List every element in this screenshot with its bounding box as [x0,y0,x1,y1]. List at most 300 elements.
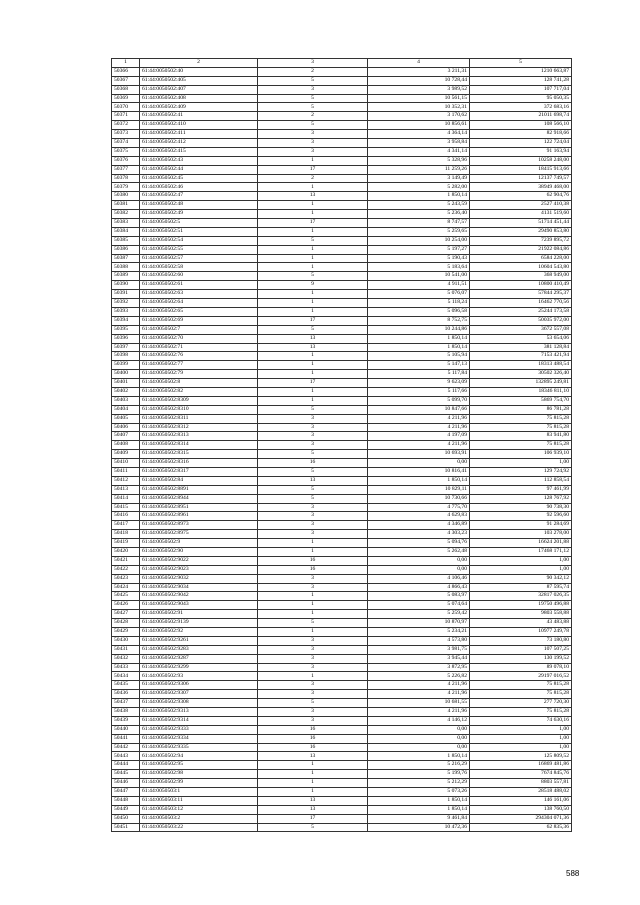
table-cell-col5: 82 918,66 [470,130,572,139]
table-cell-col4: 10 870,97 [368,619,470,628]
table-cell-col4: 5 094,76 [368,539,470,548]
table-cell-col5: 95 050,35 [470,94,572,103]
table-row [112,476,572,485]
table-cell-col4: 9 461,84 [368,814,470,823]
table-cell-col2: 61:44:0050502:9 [140,539,258,548]
table-cell-col5: 125 809,52 [470,752,572,761]
table-cell-col2: 61:44:0050502:8311 [140,414,258,423]
table-cell-col1: 50377 [112,165,140,174]
table-cell-col3: 13 [258,805,368,814]
table-cell-col4: 1 850,14 [368,476,470,485]
table-cell-col5: 91 163,94 [470,147,572,156]
table-cell-col4: 4 303,23 [368,530,470,539]
table-cell-col3: 5 [258,494,368,503]
table-cell-col1: 50425 [112,592,140,601]
table-cell-col5: 1,00 [470,459,572,468]
table-cell-col3: 5 [258,103,368,112]
table-row [112,450,572,459]
table-cell-col5: 7674 845,76 [470,770,572,779]
table-cell-col1: 50369 [112,94,140,103]
table-cell-col4: 5 262,48 [368,547,470,556]
table-cell-col5: 73 180,80 [470,636,572,645]
table-row [112,245,572,254]
table-row [112,743,572,752]
table-cell-col3: 16 [258,556,368,565]
table-cell-col5: 29490 853,80 [470,227,572,236]
table-cell-col1: 50436 [112,690,140,699]
table-cell-col4: 4 197,09 [368,432,470,441]
table-cell-col5: 1,00 [470,725,572,734]
table-cell-col1: 50417 [112,521,140,530]
table-cell-col4: 5 117,84 [368,370,470,379]
table-cell-col5: 368 949,00 [470,272,572,281]
table-cell-col5: 74 630,16 [470,716,572,725]
table-cell-col5: 75 815,28 [470,423,572,432]
table-cell-col1: 50399 [112,361,140,370]
table-cell-col4: 5 083,97 [368,592,470,601]
table-cell-col4: 5 118,24 [368,299,470,308]
page-number: 588 [566,869,580,878]
table-cell-col3: 2 [258,112,368,121]
table-cell-col5: 92 596,60 [470,512,572,521]
table-row [112,761,572,770]
table-cell-col1: 50398 [112,352,140,361]
table-header [112,59,572,68]
table-row [112,343,572,352]
table-cell-col3: 3 [258,503,368,512]
table-cell-col1: 50449 [112,805,140,814]
table-cell-col1: 50390 [112,281,140,290]
table-cell-col1: 50413 [112,485,140,494]
table-cell-col1: 50403 [112,396,140,405]
table-row [112,539,572,548]
table-cell-col1: 50388 [112,263,140,272]
table-cell-col1: 50438 [112,708,140,717]
table-cell-col2: 61:44:0050502:41 [140,112,258,121]
table-cell-col4: 5 328,96 [368,156,470,165]
table-row [112,779,572,788]
table-cell-col3: 5 [258,450,368,459]
table-cell-col2: 61:44:0050503:2 [140,814,258,823]
table-cell-col5: 138 760,50 [470,805,572,814]
table-cell-col3: 16 [258,459,368,468]
table-row [112,227,572,236]
table-cell-col5: 3672 557,08 [470,325,572,334]
table-cell-col1: 50386 [112,245,140,254]
table-row [112,147,572,156]
table-cell-col1: 50411 [112,467,140,476]
table-cell-col4: 8 747,57 [368,219,470,228]
table-cell-col5: 122 724,04 [470,139,572,148]
table-cell-col1: 50405 [112,414,140,423]
table-row [112,130,572,139]
table-cell-col5: 16869 481,86 [470,761,572,770]
table-cell-col2: 61:44:0050502:45 [140,174,258,183]
table-cell-col1: 50435 [112,681,140,690]
table-cell-col2: 61:44:0050502:8316 [140,459,258,468]
table-cell-col2: 61:44:0050503:1 [140,788,258,797]
table-row [112,414,572,423]
table-cell-col1: 50429 [112,628,140,637]
table-row [112,459,572,468]
table-row [112,76,572,85]
table-cell-col2: 61:44:0050502:92 [140,628,258,637]
table-row [112,103,572,112]
table-cell-col4: 10 693,91 [368,450,470,459]
table-cell-col3: 1 [258,227,368,236]
table-cell-col2: 61:44:0050502:9139 [140,619,258,628]
table-cell-col2: 61:44:0050503:11 [140,796,258,805]
column-header-4: 4 [368,59,470,68]
table-cell-col4: 5 212,29 [368,779,470,788]
table-cell-col2: 61:44:0050502:49 [140,210,258,219]
table-cell-col2: 61:44:0050502:412 [140,139,258,148]
table-cell-col3: 3 [258,139,368,148]
table-row [112,512,572,521]
table-cell-col2: 61:44:0050502:9334 [140,734,258,743]
table-cell-col5: 90 342,12 [470,574,572,583]
table-cell-col4: 0,00 [368,556,470,565]
table-cell-col5: 25244 173,58 [470,307,572,316]
table-cell-col2: 61:44:0050502:407 [140,85,258,94]
table-cell-col5: 51714 451,44 [470,219,572,228]
table-cell-col3: 16 [258,743,368,752]
table-cell-col2: 61:44:0050502:8313 [140,432,258,441]
table-cell-col5: 75 815,28 [470,690,572,699]
table-cell-col1: 50420 [112,547,140,556]
table-row [112,565,572,574]
table-cell-col4: 5 147,13 [368,361,470,370]
table-cell-col3: 3 [258,521,368,530]
column-header-2: 2 [140,59,258,68]
table-cell-col4: 4 211,96 [368,690,470,699]
table-cell-col4: 5 243,59 [368,201,470,210]
table-cell-col1: 50379 [112,183,140,192]
table-cell-col4: 0,00 [368,459,470,468]
table-row [112,530,572,539]
table-cell-col5: 108 566,10 [470,121,572,130]
table-cell-col5: 5869 754,70 [470,396,572,405]
table-row [112,361,572,370]
table-row [112,165,572,174]
table-cell-col1: 50423 [112,574,140,583]
table-row [112,503,572,512]
table-row [112,387,572,396]
table-cell-col4: 5 099,70 [368,396,470,405]
table-row [112,574,572,583]
table-row [112,788,572,797]
table-cell-col5: 86 781,28 [470,405,572,414]
table-cell-col1: 50433 [112,663,140,672]
table-cell-col5: 75 815,28 [470,681,572,690]
table-cell-col1: 50373 [112,130,140,139]
table-cell-col4: 5 190,43 [368,254,470,263]
table-cell-col3: 16 [258,734,368,743]
table-cell-col4: 4 211,96 [368,423,470,432]
table-cell-col4: 3 989,52 [368,85,470,94]
table-cell-col5: 1,00 [470,565,572,574]
table-cell-col5: 107 717,04 [470,85,572,94]
table-cell-col2: 61:44:0050502:71 [140,343,258,352]
table-cell-col5: 19750 496,88 [470,601,572,610]
table-cell-col2: 61:44:0050502:65 [140,307,258,316]
table-cell-col2: 61:44:0050502:9032 [140,574,258,583]
table-cell-col1: 50422 [112,565,140,574]
table-cell-col4: 4 211,96 [368,681,470,690]
table-row [112,583,572,592]
table-cell-col1: 50391 [112,290,140,299]
table-cell-col4: 0,00 [368,734,470,743]
table-cell-col2: 61:44:0050502:61 [140,281,258,290]
table-cell-col4: 5 226,82 [368,672,470,681]
table-cell-col5: 16624 201,88 [470,539,572,548]
table-cell-col4: 5 234,21 [368,628,470,637]
table-cell-col4: 10 352,31 [368,103,470,112]
table-cell-col4: 4 211,96 [368,441,470,450]
table-row [112,192,572,201]
table-body [112,67,572,832]
table-cell-col5: 18415 913,66 [470,165,572,174]
table-cell-col1: 50414 [112,494,140,503]
table-row [112,663,572,672]
table-cell-col3: 16 [258,565,368,574]
table-row [112,770,572,779]
table-cell-col1: 50447 [112,788,140,797]
table-cell-col1: 50418 [112,530,140,539]
table-row [112,814,572,823]
table-cell-col4: 4 629,83 [368,512,470,521]
table-cell-col2: 61:44:0050502:9333 [140,725,258,734]
table-row [112,370,572,379]
table-cell-col2: 61:44:0050502:8951 [140,503,258,512]
table-cell-col4: 5 073,26 [368,788,470,797]
table-cell-col5: 21922 084,86 [470,245,572,254]
table-cell-col3: 3 [258,423,368,432]
table-row [112,396,572,405]
table-row [112,494,572,503]
table-cell-col3: 3 [258,681,368,690]
table-row [112,201,572,210]
table-row [112,281,572,290]
table-cell-col1: 50444 [112,761,140,770]
table-cell-col4: 0,00 [368,725,470,734]
table-cell-col4: 1 850,14 [368,752,470,761]
table-cell-col2: 61:44:0050502:8973 [140,521,258,530]
table-cell-col5: 129 724,92 [470,467,572,476]
table-row [112,423,572,432]
table-cell-col5: 43 483,88 [470,619,572,628]
table-cell-col4: 5 183,64 [368,263,470,272]
table-cell-col4: 4 573,80 [368,636,470,645]
table-cell-col3: 5 [258,405,368,414]
table-cell-col1: 50396 [112,334,140,343]
table-row [112,734,572,743]
table-row [112,592,572,601]
table-cell-col1: 50387 [112,254,140,263]
table-cell-col3: 3 [258,432,368,441]
table-cell-col3: 3 [258,574,368,583]
table-cell-col1: 50446 [112,779,140,788]
table-cell-col5: 128 741,28 [470,76,572,85]
table-cell-col2: 61:44:0050502:58 [140,263,258,272]
table-cell-col1: 50412 [112,476,140,485]
table-cell-col5: 62 904,76 [470,192,572,201]
table-cell-col3: 13 [258,343,368,352]
table-cell-col1: 50415 [112,503,140,512]
table-cell-col3: 3 [258,147,368,156]
table-cell-col5: 294304 071,36 [470,814,572,823]
table-cell-col2: 61:44:0050502:9299 [140,663,258,672]
table-cell-col5: 8803 557,81 [470,779,572,788]
table-row [112,628,572,637]
table-cell-col1: 50408 [112,441,140,450]
table-cell-col3: 13 [258,192,368,201]
table-cell-col3: 5 [258,699,368,708]
table-cell-col4: 5 236,40 [368,210,470,219]
table-cell-col5: 89 078,10 [470,663,572,672]
table-cell-col2: 61:44:0050502:9307 [140,690,258,699]
table-cell-col2: 61:44:0050502:84 [140,476,258,485]
table-cell-col1: 50368 [112,85,140,94]
table-cell-col3: 1 [258,547,368,556]
table-cell-col2: 61:44:0050502:77 [140,361,258,370]
table-cell-col5: 10977 249,78 [470,628,572,637]
table-cell-col5: 1,00 [470,743,572,752]
table-cell-col5: 75 815,28 [470,441,572,450]
table-cell-col2: 61:44:0050502:55 [140,245,258,254]
table-cell-col2: 61:44:0050502:44 [140,165,258,174]
table-cell-col3: 3 [258,690,368,699]
table-cell-col4: 10 541,00 [368,272,470,281]
table-cell-col1: 50407 [112,432,140,441]
table-cell-col5: 106 939,10 [470,450,572,459]
table-cell-col5: 83 941,80 [470,432,572,441]
table-cell-col5: 32817 026,35 [470,592,572,601]
table-cell-col3: 1 [258,601,368,610]
table-header-row [112,59,572,68]
table-cell-col3: 1 [258,352,368,361]
table-row [112,307,572,316]
table-cell-col4: 3 981,75 [368,645,470,654]
table-cell-col5: 87 595,74 [470,583,572,592]
table-cell-col4: 8 752,75 [368,316,470,325]
table-cell-col3: 1 [258,156,368,165]
table-row [112,636,572,645]
table-cell-col4: 10 561,15 [368,94,470,103]
table-row [112,521,572,530]
table-cell-col3: 13 [258,476,368,485]
table-cell-col5: 21011 698,74 [470,112,572,121]
table-cell-col2: 61:44:0050502:8314 [140,441,258,450]
table-row [112,139,572,148]
table-cell-col1: 50370 [112,103,140,112]
table-cell-col3: 1 [258,263,368,272]
table-cell-col3: 3 [258,645,368,654]
table-cell-col2: 61:44:0050502:8 [140,379,258,388]
table-cell-col1: 50440 [112,725,140,734]
table-cell-col4: 4 866,43 [368,583,470,592]
table-row [112,601,572,610]
table-cell-col1: 50410 [112,459,140,468]
table-row [112,645,572,654]
table-cell-col4: 10 681,55 [368,699,470,708]
table-cell-col5: 90 738,30 [470,503,572,512]
table-cell-col2: 61:44:0050502:48 [140,201,258,210]
table-cell-col2: 61:44:0050502:69 [140,316,258,325]
table-row [112,272,572,281]
table-cell-col1: 50421 [112,556,140,565]
table-cell-col1: 50392 [112,299,140,308]
table-cell-col4: 5 117,66 [368,387,470,396]
table-cell-col1: 50439 [112,716,140,725]
table-cell-col4: 1 850,14 [368,334,470,343]
table-cell-col1: 50385 [112,236,140,245]
table-cell-col3: 3 [258,85,368,94]
table-cell-col3: 1 [258,672,368,681]
table-cell-col5: 18346 811,10 [470,387,572,396]
table-cell-col1: 50393 [112,307,140,316]
table-cell-col5: 91 284,69 [470,521,572,530]
table-cell-col3: 3 [258,130,368,139]
table-cell-col1: 50400 [112,370,140,379]
table-cell-col5: 16462 770,56 [470,299,572,308]
table-row [112,547,572,556]
table-cell-col3: 5 [258,467,368,476]
table-cell-col2: 61:44:0050502:98 [140,770,258,779]
table-cell-col3: 1 [258,628,368,637]
table-cell-col2: 61:44:0050502:8309 [140,396,258,405]
table-row [112,263,572,272]
column-header-3: 3 [258,59,368,68]
table-cell-col4: 3 945,44 [368,654,470,663]
table-cell-col1: 50375 [112,147,140,156]
table-cell-col3: 2 [258,174,368,183]
table-cell-col3: 1 [258,370,368,379]
table-cell-col5: 12137 749,57 [470,174,572,183]
table-row [112,441,572,450]
table-row [112,708,572,717]
table-cell-col1: 50374 [112,139,140,148]
table-row [112,752,572,761]
table-row [112,619,572,628]
table-cell-col2: 61:44:0050502:47 [140,192,258,201]
column-header-5: 5 [470,59,572,68]
table-row [112,254,572,263]
table-cell-col3: 3 [258,441,368,450]
table-row [112,183,572,192]
table-cell-col5: 18313 488,54 [470,361,572,370]
table-cell-col5: 146 161,06 [470,796,572,805]
table-cell-col3: 1 [258,779,368,788]
table-cell-col2: 61:44:0050502:405 [140,76,258,85]
table-cell-col2: 61:44:0050502:8961 [140,512,258,521]
table-row [112,67,572,76]
table-cell-col2: 61:44:0050502:54 [140,236,258,245]
table-cell-col4: 4 775,70 [368,503,470,512]
table-cell-col3: 13 [258,334,368,343]
table-cell-col4: 1 850,14 [368,343,470,352]
table-cell-col2: 61:44:0050502:51 [140,227,258,236]
table-cell-col2: 61:44:0050502:8975 [140,530,258,539]
table-cell-col2: 61:44:0050502:9287 [140,654,258,663]
table-cell-col1: 50443 [112,752,140,761]
table-cell-col2: 61:44:0050502:63 [140,290,258,299]
table-cell-col3: 3 [258,512,368,521]
table-cell-col1: 50424 [112,583,140,592]
table-cell-col4: 4 211,96 [368,414,470,423]
table-cell-col5: 7239 895,72 [470,236,572,245]
table-cell-col4: 10 856,61 [368,121,470,130]
